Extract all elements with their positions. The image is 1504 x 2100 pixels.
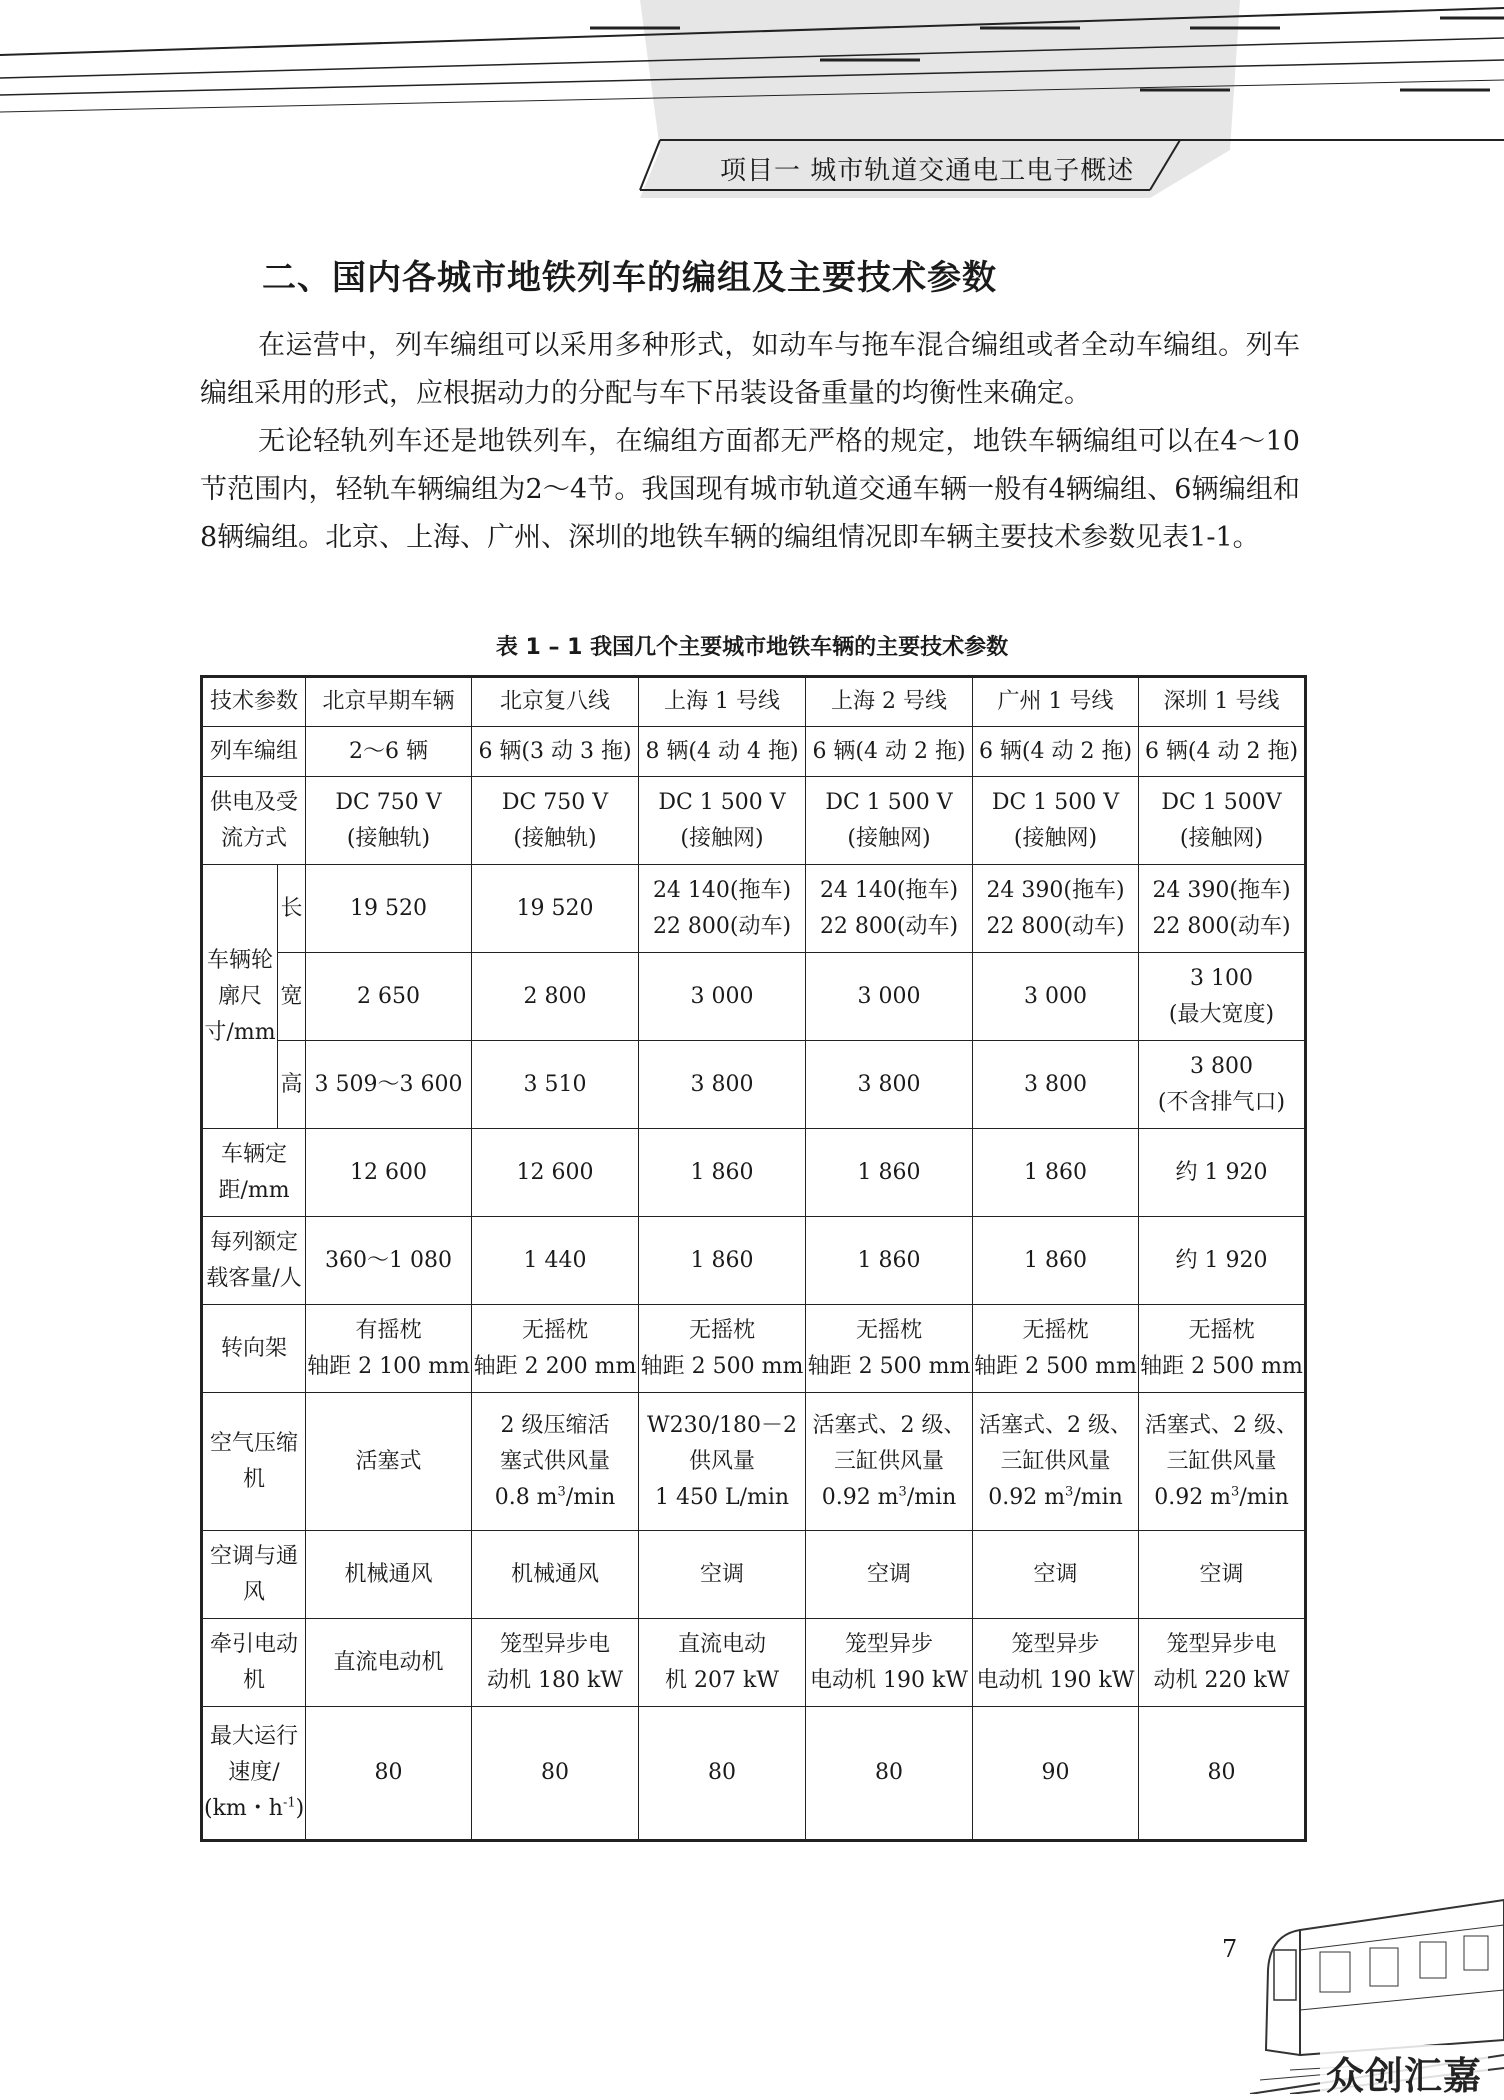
cell-line: DC 1 500 V [825,789,953,815]
table-cell: 1 440 [472,1217,639,1305]
table-cell [639,1305,806,1393]
watermark-text: 众创汇嘉 [1320,2045,1488,2100]
cell-line: 19 520 [516,895,594,921]
header-cell: 北京早期车辆 [306,677,472,727]
row-bogie-distance [202,1129,1306,1217]
superscript: 3 [1065,1484,1074,1500]
table-cell: 约 1 920 [1139,1217,1306,1305]
table-cell: 1 860 [639,1129,806,1217]
table-cell [306,865,472,953]
row-label: 车辆定距/mm [202,1129,306,1217]
row-label: 列车编组 [202,727,306,777]
cell-line: 直流电动 [678,1631,767,1657]
table-cell: 6 辆(3 动 3 拖) [472,727,639,777]
cell-line [1140,1480,1303,1516]
cell-line: 轴距 2 200 mm [473,1353,637,1379]
table-cell [472,953,639,1041]
row-label: 每列额定载客量/人 [202,1217,306,1305]
table-cell [806,777,973,865]
header-cell: 上海 2 号线 [806,677,973,727]
row-label: 牵引电动机 [202,1619,306,1707]
spec-table [200,675,1307,1842]
row-bogie [202,1305,1306,1393]
cell-line: 2 650 [357,983,420,1009]
table-cell: 1 860 [973,1129,1139,1217]
cell-line: 活塞式、2 级、 [1145,1412,1299,1438]
sub-label: 高 [278,1041,306,1129]
cell-line: 三缸供风量 [1166,1448,1277,1474]
row-compressor [202,1393,1306,1531]
table-header-row [202,677,1306,727]
row-traction-motor [202,1619,1306,1707]
table-caption: 表 1 – 1 我国几个主要城市地铁车辆的主要技术参数 [495,635,1009,660]
row-power-supply [202,777,1306,865]
cell-line: 24 140(拖车) [819,877,959,903]
cell-line: 活塞式 [355,1448,422,1474]
row-train-formation [202,727,1306,777]
qty: 1 450 L/min [654,1484,790,1510]
cell-line: (接触网) [847,825,931,851]
cell-line: 3 800 [690,1071,754,1097]
cell-line: 3 100 [1190,965,1253,991]
cell-line: 无摇枕 [856,1317,923,1343]
cell-line: 笼型异步 [845,1631,934,1657]
cell-line: 活塞式、2 级、 [979,1412,1133,1438]
cell-line: 3 510 [523,1071,587,1097]
unit: /min [906,1484,957,1510]
cell-line: 3 000 [1024,983,1087,1009]
table-cell [806,1041,973,1129]
row-label: 转向架 [202,1305,306,1393]
cell-line: DC 750 V [335,789,442,815]
cell-line: 3 509～3 600 [314,1071,463,1097]
table-cell: 机械通风 [472,1531,639,1619]
table-cell [973,1305,1139,1393]
table-cell [639,953,806,1041]
table-cell [306,777,472,865]
cell-line: 2 级压缩活 [500,1412,610,1438]
cell-line: 轴距 2 500 mm [1140,1353,1303,1379]
table-cell: 6 辆(4 动 2 拖) [806,727,973,777]
table-cell: 空调 [639,1531,806,1619]
cell-line: 三缸供风量 [1000,1448,1111,1474]
table-cell: 空调 [806,1531,973,1619]
cell-line: 活塞式、2 级、 [812,1412,966,1438]
table-cell [1139,1041,1306,1129]
qty: 0.8 m [494,1484,558,1510]
row-max-speed [202,1707,1306,1841]
cell-line: 笼型异步电 [1166,1631,1277,1657]
cell-line: 电动机 190 kW [976,1667,1135,1693]
header-cell: 广州 1 号线 [973,677,1139,727]
cell-line: (接触轨) [513,825,597,851]
table-cell: 约 1 920 [1139,1129,1306,1217]
row-label-dimensions: 车辆轮廓尺寸/mm [202,865,278,1129]
cell-line: 速度/ [228,1760,280,1785]
qty: 0.92 m [821,1484,899,1510]
table-cell [639,1393,806,1531]
cell-line: 22 800(动车) [986,913,1125,939]
cell-line: 笼型异步电 [500,1631,611,1657]
qty: 0.92 m [1154,1484,1232,1510]
header-cell: 上海 1 号线 [639,677,806,727]
unit: /min [1073,1484,1123,1510]
table-cell [973,1619,1139,1707]
table-cell [806,1619,973,1707]
cell-line: 电动机 190 kW [810,1667,968,1693]
section-title: 二、国内各城市地铁列车的编组及主要技术参数 [262,258,997,298]
cell-line: 24 390(拖车) [986,877,1125,903]
cell-line: 最大运行 [210,1724,299,1749]
row-capacity [202,1217,1306,1305]
qty: 0.92 m [988,1484,1066,1510]
cell-line: 动机 180 kW [487,1667,623,1693]
row-height [202,1041,1306,1129]
table-cell: 80 [1139,1707,1306,1841]
cell-line [204,1791,304,1827]
table-cell [806,1305,973,1393]
cell-line: DC 1 500 V [991,789,1120,815]
paragraph-1: 在运营中，列车编组可以采用多种形式，如动车与拖车混合编组或者全动车编组。列车编组采用的形式，应根据动力的分配与车下吊装设备重量的均衡性来确定。 [200,330,1300,409]
table-cell [306,1393,472,1531]
table-cell [306,1041,472,1129]
superscript: 3 [1231,1484,1240,1500]
unit-close: ) [295,1796,305,1821]
header-cell: 深圳 1 号线 [1139,677,1306,727]
table-cell [1139,953,1306,1041]
cell-line: 塞式供风量 [500,1448,611,1474]
table-cell [306,1305,472,1393]
cell-line: (最大宽度) [1168,1001,1275,1027]
table-cell: 80 [639,1707,806,1841]
cell-line: DC 1 500V [1161,789,1282,815]
table-cell: 80 [806,1707,973,1841]
table-cell: 80 [306,1707,472,1841]
row-length [202,865,1306,953]
cell-line: 笼型异步 [1011,1631,1100,1657]
table-cell [1139,1305,1306,1393]
cell-line: 2 800 [523,983,587,1009]
table-cell [306,953,472,1041]
row-label [202,1707,306,1841]
cell-line: (接触网) [1013,825,1098,851]
table-cell: 12 600 [472,1129,639,1217]
cell-line: 轴距 2 500 mm [974,1353,1137,1379]
cell-line: (接触轨) [346,825,431,851]
unit: /min [565,1484,616,1510]
table-cell: 90 [973,1707,1139,1841]
cell-line: 无摇枕 [522,1317,589,1343]
cell-line: DC 1 500 V [658,789,786,815]
cell-line: 24 390(拖车) [1152,877,1291,903]
sub-label: 长 [278,865,306,953]
table-cell [472,777,639,865]
cell-line [974,1480,1137,1516]
cell-line: 动机 220 kW [1153,1667,1290,1693]
table-cell [472,1619,639,1707]
table-cell [472,865,639,953]
cell-line: 3 800 [1024,1071,1087,1097]
cell-line: DC 750 V [501,789,609,815]
unit: /min [1239,1484,1289,1510]
cell-line: 机 207 kW [665,1667,779,1693]
table-cell: 空调 [973,1531,1139,1619]
cell-line: 3 000 [690,983,754,1009]
row-label: 空气压缩机 [202,1393,306,1531]
cell-line: (接触网) [1179,825,1264,851]
table-cell: 12 600 [306,1129,472,1217]
table-cell [973,1393,1139,1531]
cell-line [807,1480,971,1516]
table-cell [639,1041,806,1129]
table-cell [639,777,806,865]
cell-line: 22 800(动车) [819,913,959,939]
header-cell: 北京复八线 [472,677,639,727]
cell-line: 轴距 2 100 mm [307,1353,470,1379]
cell-line: 3 800 [857,1071,921,1097]
table-cell: 80 [472,1707,639,1841]
table-cell [806,865,973,953]
table-cell [1139,777,1306,865]
cell-line: 直流电动机 [333,1649,444,1675]
table-cell: 1 860 [806,1217,973,1305]
table-cell [1139,1393,1306,1531]
table-cell: 空调 [1139,1531,1306,1619]
row-width [202,953,1306,1041]
table-cell: 6 辆(4 动 2 拖) [1139,727,1306,777]
cell-line: 无摇枕 [1022,1317,1089,1343]
cell-line: 24 140(拖车) [652,877,792,903]
sub-label: 宽 [278,953,306,1041]
table-cell: 360～1 080 [306,1217,472,1305]
cell-line: (不含排气口) [1157,1089,1286,1115]
superscript: 3 [557,1484,566,1500]
superscript: -1 [282,1795,296,1811]
row-air-conditioning [202,1531,1306,1619]
table-cell [472,1393,639,1531]
table-cell: 1 860 [973,1217,1139,1305]
cell-line: 3 000 [857,983,921,1009]
table-cell [973,865,1139,953]
table-cell [973,953,1139,1041]
table-cell: 8 辆(4 动 4 拖) [639,727,806,777]
cell-line [640,1480,804,1516]
table-cell: 6 辆(4 动 2 拖) [973,727,1139,777]
cell-line: 22 800(动车) [652,913,792,939]
table-cell [306,1619,472,1707]
table-cell [472,1305,639,1393]
running-header-title: 项目一 城市轨道交通电工电子概述 [720,156,1135,186]
superscript: 3 [898,1484,907,1500]
cell-line: 三缸供风量 [834,1448,945,1474]
table-cell [472,1041,639,1129]
unit: (km・h [204,1796,283,1821]
table-cell [973,777,1139,865]
row-label: 空调与通风 [202,1531,306,1619]
table-cell [1139,1619,1306,1707]
row-label: 供电及受流方式 [202,777,306,865]
paragraph-2: 无论轻轨列车还是地铁列车，在编组方面都无严格的规定，地铁车辆编组可以在4～10节范围内，轻轨车辆编组为2～4节。我国现有城市轨道交通车辆一般有4辆编组、6辆编组和8辆编组。北京、上海、广州、深圳的地铁车辆的编组情况即车辆主要技术参数见表1-1。 [200,426,1300,553]
cell-line: (接触网) [680,825,764,851]
page-number: 7 [1222,1935,1238,1963]
table-cell [806,1393,973,1531]
cell-line: 轴距 2 500 mm [807,1353,971,1379]
table-cell: 2～6 辆 [306,727,472,777]
cell-line: 供风量 [689,1448,756,1474]
cell-line [473,1480,637,1516]
table-cell [973,1041,1139,1129]
table-cell [806,953,973,1041]
header-cell: 技术参数 [202,677,306,727]
cell-line: 轴距 2 500 mm [640,1353,804,1379]
table-cell [1139,865,1306,953]
cell-line: 无摇枕 [1188,1317,1255,1343]
table-cell: 1 860 [639,1217,806,1305]
table-cell: 1 860 [806,1129,973,1217]
cell-line: W230/180－2 [647,1412,798,1438]
cell-line: 19 520 [350,895,427,921]
cell-line: 22 800(动车) [1152,913,1291,939]
table-cell [639,865,806,953]
cell-line: 有摇枕 [355,1317,422,1343]
cell-line: 无摇枕 [689,1317,756,1343]
table-cell: 机械通风 [306,1531,472,1619]
table-cell [639,1619,806,1707]
cell-line: 3 800 [1190,1053,1253,1079]
